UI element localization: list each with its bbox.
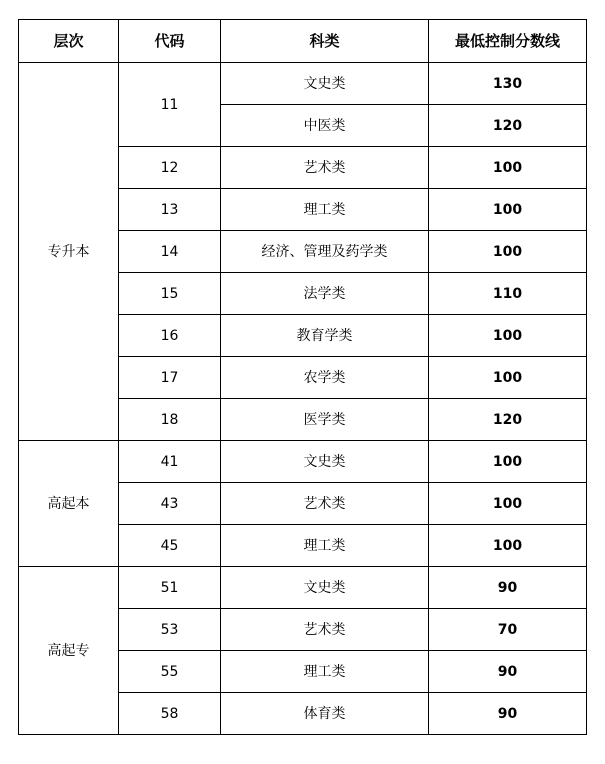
- header-code: 代码: [119, 20, 221, 63]
- score-table: [18, 19, 587, 735]
- category-cell: 艺术类: [221, 147, 429, 189]
- code-cell: 53: [119, 609, 221, 651]
- level-cell: 高起本: [19, 441, 119, 567]
- category-cell: 艺术类: [221, 609, 429, 651]
- header-min-score: 最低控制分数线: [429, 20, 587, 63]
- score-cell: 120: [429, 399, 587, 441]
- score-cell: 70: [429, 609, 587, 651]
- category-cell: 文史类: [221, 441, 429, 483]
- category-cell: 艺术类: [221, 483, 429, 525]
- score-cell: 120: [429, 105, 587, 147]
- score-cell: 100: [429, 147, 587, 189]
- code-cell: 16: [119, 315, 221, 357]
- score-cell: 100: [429, 315, 587, 357]
- code-cell: 18: [119, 399, 221, 441]
- code-cell: 11: [119, 63, 221, 147]
- category-cell: 经济、管理及药学类: [221, 231, 429, 273]
- score-cell: 100: [429, 357, 587, 399]
- category-cell: 文史类: [221, 63, 429, 105]
- category-cell: 教育学类: [221, 315, 429, 357]
- header-category: 科类: [221, 20, 429, 63]
- category-cell: 法学类: [221, 273, 429, 315]
- code-cell: 55: [119, 651, 221, 693]
- header-level: 层次: [19, 20, 119, 63]
- score-cell: 110: [429, 273, 587, 315]
- code-cell: 13: [119, 189, 221, 231]
- category-cell: 农学类: [221, 357, 429, 399]
- code-cell: 17: [119, 357, 221, 399]
- category-cell: 理工类: [221, 525, 429, 567]
- category-cell: 理工类: [221, 651, 429, 693]
- table-row: [19, 567, 587, 609]
- score-cell: 100: [429, 483, 587, 525]
- score-cell: 90: [429, 651, 587, 693]
- header-row: [19, 20, 587, 63]
- table-row: [19, 441, 587, 483]
- level-cell: 专升本: [19, 63, 119, 441]
- level-cell: 高起专: [19, 567, 119, 735]
- category-cell: 医学类: [221, 399, 429, 441]
- category-cell: 中医类: [221, 105, 429, 147]
- score-cell: 130: [429, 63, 587, 105]
- category-cell: 文史类: [221, 567, 429, 609]
- category-cell: 理工类: [221, 189, 429, 231]
- code-cell: 14: [119, 231, 221, 273]
- code-cell: 51: [119, 567, 221, 609]
- score-cell: 100: [429, 525, 587, 567]
- code-cell: 12: [119, 147, 221, 189]
- category-cell: 体育类: [221, 693, 429, 735]
- score-cell: 100: [429, 231, 587, 273]
- code-cell: 43: [119, 483, 221, 525]
- table-body: [19, 63, 587, 735]
- score-cell: 90: [429, 693, 587, 735]
- code-cell: 41: [119, 441, 221, 483]
- score-cell: 100: [429, 189, 587, 231]
- table-row: [19, 63, 587, 105]
- code-cell: 58: [119, 693, 221, 735]
- code-cell: 45: [119, 525, 221, 567]
- score-cell: 100: [429, 441, 587, 483]
- score-cell: 90: [429, 567, 587, 609]
- code-cell: 15: [119, 273, 221, 315]
